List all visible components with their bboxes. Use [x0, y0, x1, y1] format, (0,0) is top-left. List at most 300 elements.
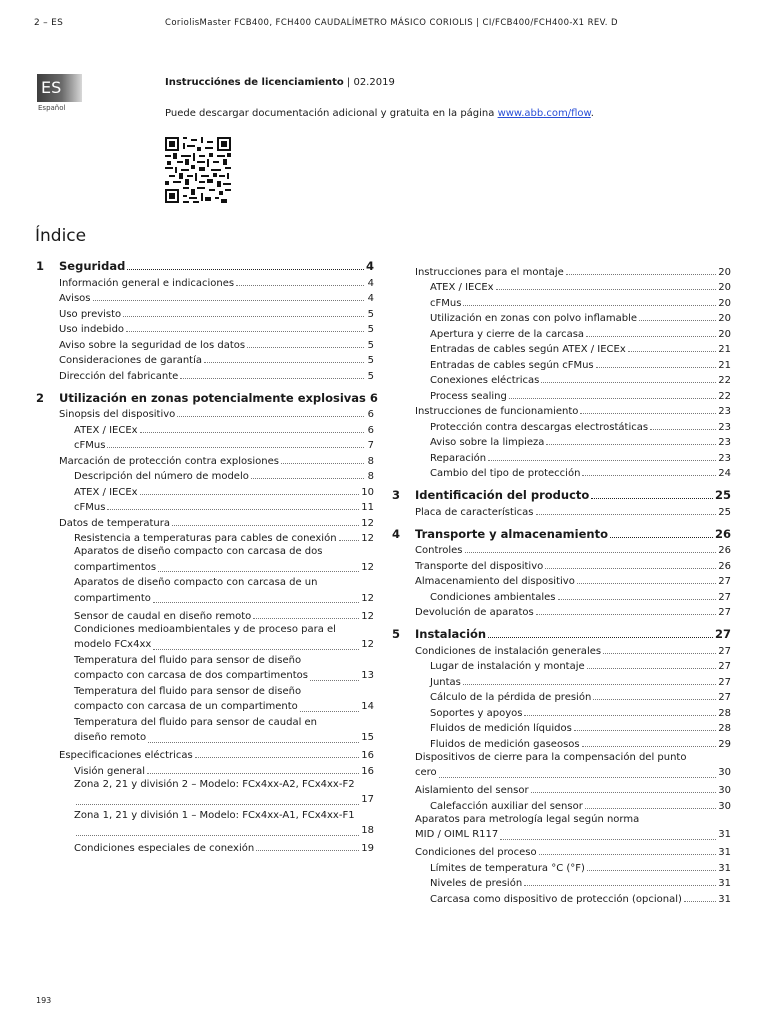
- toc-section-entry[interactable]: [392, 485, 731, 502]
- toc-entry[interactable]: [392, 750, 731, 781]
- toc-page-number: 16: [361, 750, 374, 761]
- toc-page-number: 16: [361, 765, 374, 777]
- toc-entry[interactable]: [36, 684, 374, 715]
- toc-page-number: 5: [367, 339, 374, 351]
- toc-entry[interactable]: [392, 843, 731, 859]
- toc-left-column: [36, 256, 378, 854]
- toc-entry[interactable]: [392, 278, 731, 294]
- toc-leader-dots: [236, 285, 364, 286]
- toc-entry[interactable]: [392, 502, 731, 518]
- toc-entry-label: Sensor de caudal en diseño remoto: [74, 610, 252, 622]
- toc-leader-dots: [524, 885, 716, 886]
- toc-entry-label: Utilización en zonas con polvo inflamable: [430, 313, 638, 324]
- toc-section-number: 1: [36, 259, 45, 273]
- toc-right-column: [392, 262, 731, 905]
- toc-entry-label: Devolución de aparatos: [415, 607, 534, 618]
- toc-leader-dots: [488, 637, 713, 638]
- toc-entry[interactable]: [392, 641, 731, 657]
- toc-page-number: 11: [361, 502, 374, 513]
- toc-entry-label: Controles: [415, 545, 463, 556]
- toc-leader-dots: [147, 773, 359, 774]
- toc-entry[interactable]: [392, 734, 731, 750]
- toc-entry-label: cFMus: [74, 502, 106, 513]
- toc-entry[interactable]: [36, 467, 374, 483]
- toc-entry[interactable]: [392, 541, 731, 557]
- toc-entry-label: cFMus: [74, 440, 106, 451]
- toc-entry[interactable]: [392, 324, 731, 340]
- toc-entry-label: Consideraciones de garantía: [59, 355, 202, 366]
- toc-page-number: 26: [714, 526, 731, 541]
- toc-page-number: 30: [718, 785, 731, 796]
- toc-entry[interactable]: [36, 777, 374, 808]
- toc-entry-label: Process sealing: [430, 390, 507, 402]
- toc-section-label: [36, 391, 366, 405]
- toc-leader-dots: [586, 336, 716, 337]
- toc-entry[interactable]: [392, 464, 731, 480]
- toc-entry[interactable]: [392, 796, 731, 812]
- toc-leader-dots: [587, 668, 717, 669]
- toc-leader-dots: [524, 715, 716, 716]
- toc-page-number: 20: [718, 313, 731, 324]
- toc-leader-dots: [587, 870, 716, 871]
- toc-section-entry[interactable]: [392, 624, 731, 641]
- toc-leader-dots: [93, 300, 365, 301]
- language-badge: ES: [37, 74, 82, 102]
- toc-leader-dots: [253, 618, 359, 619]
- toc-leader-dots: [582, 475, 716, 476]
- toc-entry-label-cont: diseño remoto: [74, 732, 147, 743]
- toc-page-number: 6: [369, 390, 378, 405]
- toc-section-title: Utilización en zonas potencialmente explosivas: [59, 390, 366, 405]
- toc-leader-dots: [531, 792, 717, 793]
- toc-entry[interactable]: [36, 436, 374, 452]
- toc-entry[interactable]: [36, 273, 374, 289]
- toc-entry-label-cont: cero: [415, 767, 437, 778]
- toc-entry-label: Sinopsis del dispositivo: [59, 409, 176, 420]
- toc-page-number: 5: [367, 308, 374, 320]
- toc-leader-dots: [545, 568, 716, 569]
- toc-entry[interactable]: [36, 320, 374, 336]
- toc-leader-dots: [107, 509, 359, 510]
- toc-page-number: 23: [718, 437, 731, 448]
- toc-leader-dots: [628, 351, 716, 352]
- toc-entry[interactable]: [392, 417, 731, 433]
- toc-entry-label-line: Temperatura del fluido para sensor de caudal en: [74, 716, 318, 728]
- toc-entry[interactable]: [36, 289, 374, 305]
- toc-section-label: [392, 527, 608, 541]
- toc-leader-dots: [148, 742, 359, 743]
- toc-entry[interactable]: [392, 402, 731, 418]
- toc-page-number: 30: [718, 800, 731, 812]
- toc-entry-last-line: [74, 591, 374, 607]
- toc-page-number: 12: [361, 610, 374, 622]
- toc-section-number: 2: [36, 390, 45, 405]
- toc-page-number: 8: [367, 455, 374, 467]
- toc-entry-label-line: Temperatura del fluido para sensor de diseño: [74, 654, 302, 666]
- toc-entry[interactable]: [392, 386, 731, 402]
- toc-entry[interactable]: [36, 606, 374, 622]
- toc-entry-label: Marcación de protección contra explosiones: [59, 455, 279, 467]
- toc-page-number: 22: [718, 390, 731, 402]
- toc-entry-label: Calefacción auxiliar del sensor: [430, 800, 583, 812]
- toc-entry-label: Placa de características: [415, 506, 534, 518]
- toc-section-label: [36, 259, 125, 273]
- toc-entry[interactable]: [392, 858, 731, 874]
- toc-entry[interactable]: [36, 529, 374, 545]
- toc-leader-dots: [585, 808, 716, 809]
- toc-entry-label: Transporte del dispositivo: [415, 560, 544, 572]
- toc-section-label: [392, 488, 589, 502]
- toc-page-number: 31: [718, 829, 731, 840]
- toc-section-number: 3: [392, 488, 401, 502]
- toc-entry-label-line: Temperatura del fluido para sensor de diseño: [74, 685, 302, 697]
- toc-entry-last-line: [74, 792, 374, 808]
- toc-entry-label: Aviso sobre la limpieza: [430, 437, 545, 448]
- toc-entry-label: Condiciones especiales de conexión: [74, 843, 255, 854]
- qr-code-icon: [165, 137, 231, 203]
- toc-entry-label: Cálculo de la pérdida de presión: [430, 692, 592, 703]
- toc-entry-label: Apertura y cierre de la carcasa: [430, 328, 585, 340]
- toc-page-number: 20: [718, 266, 731, 278]
- toc-leader-dots: [76, 804, 359, 805]
- toc-leader-dots: [536, 514, 717, 515]
- toc-page-number: 31: [718, 847, 731, 858]
- toc-entry-last-line: [74, 699, 374, 715]
- toc-page-number: 20: [718, 297, 731, 309]
- toc-page-number: 31: [718, 878, 731, 889]
- footer-page-number: 193: [36, 996, 52, 1005]
- toc-page-number: 27: [718, 692, 731, 703]
- toc-entry-label: ATEX / IECEx: [74, 424, 138, 436]
- toc-entry[interactable]: [392, 433, 731, 449]
- toc-section-entry[interactable]: [36, 388, 378, 405]
- toc-entry-label: Lugar de instalación y montaje: [430, 661, 585, 672]
- toc-page-number: 6: [367, 424, 374, 436]
- toc-entry-label-line: Zona 1, 21 y división 1 – Modelo: FCx4xx-A1, FCx4xx-F1: [74, 809, 355, 821]
- toc-page-number: 27: [718, 591, 731, 603]
- toc-leader-dots: [140, 432, 364, 433]
- toc-entry-label: Datos de temperatura: [59, 517, 170, 529]
- toc-entry[interactable]: [36, 304, 374, 320]
- toc-leader-dots: [107, 447, 364, 448]
- toc-page-number: 27: [718, 645, 731, 657]
- toc-section-entry[interactable]: [392, 524, 731, 541]
- toc-entry-label-cont: compartimento: [74, 592, 151, 604]
- toc-entry-label-cont: compartimentos: [74, 561, 157, 573]
- toc-leader-dots: [439, 777, 717, 778]
- license-title: Instrucciónes de licenciamiento: [165, 77, 344, 88]
- download-end: .: [590, 108, 594, 119]
- toc-entry[interactable]: [392, 262, 731, 278]
- toc-leader-dots: [153, 602, 359, 603]
- toc-leader-dots: [603, 653, 716, 654]
- toc-section-number: 5: [392, 627, 401, 641]
- toc-entry[interactable]: [36, 351, 374, 367]
- toc-entry-label: Instrucciones de funcionamiento: [415, 406, 579, 417]
- toc-leader-dots: [153, 649, 359, 650]
- toc-leader-dots: [639, 320, 716, 321]
- toc-entry[interactable]: [36, 622, 374, 653]
- toc-entry-label-line: Aparatos de diseño compacto con carcasa de dos: [74, 546, 323, 557]
- toc-page-number: 22: [718, 375, 731, 386]
- toc-entry-label: Fluidos de medición líquidos: [430, 723, 572, 734]
- toc-entry[interactable]: [36, 575, 374, 606]
- toc-leader-dots: [463, 684, 716, 685]
- toc-page-number: 23: [718, 452, 731, 464]
- toc-leader-dots: [465, 552, 717, 553]
- toc-leader-dots: [140, 494, 360, 495]
- toc-leader-dots: [310, 680, 359, 681]
- toc-entry[interactable]: [36, 498, 374, 514]
- download-link[interactable]: www.abb.com/flow: [497, 108, 591, 119]
- toc-page-number: 18: [361, 825, 374, 836]
- toc-page-number: 15: [361, 732, 374, 743]
- toc-entry-label: Reparación: [430, 452, 487, 464]
- toc-page-number: 20: [718, 282, 731, 293]
- toc-entry-label: Entradas de cables según cFMus: [430, 359, 594, 371]
- toc-page-number: 4: [365, 259, 374, 273]
- toc-page-number: 29: [718, 738, 731, 750]
- toc-section-title: Instalación: [415, 627, 487, 641]
- download-note: [165, 108, 594, 119]
- toc-page-number: 27: [718, 576, 731, 587]
- toc-entry[interactable]: [392, 719, 731, 735]
- toc-entry-label-line: Condiciones medioambientales y de proceso para el: [74, 623, 336, 635]
- toc-entry-label-line: Aparatos para metrología legal según norma: [415, 813, 640, 825]
- toc-entry[interactable]: [392, 657, 731, 673]
- toc-entry[interactable]: [392, 812, 731, 843]
- toc-entry-label: Resistencia a temperaturas para cables de conexión: [74, 533, 337, 544]
- toc-entry-label: Información general e indicaciones: [59, 277, 235, 289]
- toc-entry[interactable]: [36, 544, 374, 575]
- toc-entry[interactable]: [392, 448, 731, 464]
- toc-entry[interactable]: [392, 874, 731, 890]
- toc-section-entry[interactable]: [36, 256, 374, 273]
- toc-leader-dots: [127, 269, 364, 270]
- toc-entry[interactable]: [392, 889, 731, 905]
- toc-leader-dots: [204, 362, 364, 363]
- toc-entry-label-cont: modelo FCx4xx: [74, 639, 152, 650]
- toc-entry[interactable]: [392, 340, 731, 356]
- toc-leader-dots: [76, 835, 359, 836]
- toc-entry-last-line: [415, 765, 731, 781]
- toc-page-number: 17: [361, 794, 374, 805]
- toc-page-number: 12: [361, 517, 374, 529]
- toc-entry[interactable]: [392, 556, 731, 572]
- toc-page-number: 4: [367, 293, 374, 304]
- toc-page-number: 12: [361, 592, 374, 604]
- toc-entry[interactable]: [36, 482, 374, 498]
- toc-page-number: 12: [361, 533, 374, 544]
- toc-leader-dots: [251, 478, 364, 479]
- toc-page-number: 26: [718, 560, 731, 572]
- toc-entry-label: Soportes y apoyos: [430, 707, 523, 719]
- toc-entry-label: cFMus: [430, 297, 462, 309]
- toc-section-label: [392, 627, 486, 641]
- toc-entry[interactable]: [36, 746, 374, 762]
- toc-page-number: 10: [361, 486, 374, 498]
- toc-entry-last-line: [415, 827, 731, 843]
- toc-page-number: 25: [714, 488, 731, 502]
- toc-entry[interactable]: [392, 572, 731, 588]
- toc-entry[interactable]: [392, 703, 731, 719]
- toc-leader-dots: [539, 854, 717, 855]
- toc-leader-dots: [177, 416, 364, 417]
- toc-page-number: 12: [361, 561, 374, 573]
- toc-entry[interactable]: [36, 451, 374, 467]
- toc-leader-dots: [596, 367, 717, 368]
- toc-entry-label: Entradas de cables según ATEX / IECEx: [430, 344, 626, 355]
- toc-page-number: 27: [718, 607, 731, 618]
- toc-leader-dots: [610, 537, 713, 538]
- toc-entry-label: Cambio del tipo de protección: [430, 468, 581, 479]
- toc-page-number: 28: [718, 723, 731, 734]
- index-heading: Índice: [35, 226, 87, 246]
- header-document-title: CoriolisMaster FCB400, FCH400 CAUDALÍMETRO MÁSICO CORIOLIS | CI/FCB400/FCH400-X1 REV. D: [165, 18, 618, 28]
- toc-leader-dots: [577, 583, 716, 584]
- toc-entry[interactable]: [36, 335, 374, 351]
- toc-page-number: 27: [718, 676, 731, 688]
- toc-entry[interactable]: [36, 761, 374, 777]
- toc-page-number: 19: [361, 843, 374, 854]
- toc-entry-label: Condiciones del proceso: [415, 847, 537, 858]
- toc-entry[interactable]: [392, 587, 731, 603]
- toc-leader-dots: [126, 331, 364, 332]
- toc-page-number: 6: [367, 409, 374, 420]
- toc-entry[interactable]: [36, 715, 374, 746]
- toc-entry-label: Uso indebido: [59, 324, 125, 335]
- toc-entry-label: Almacenamiento del dispositivo: [415, 576, 575, 587]
- toc-entry[interactable]: [392, 688, 731, 704]
- toc-page-number: 21: [718, 344, 731, 355]
- toc-leader-dots: [488, 460, 716, 461]
- toc-entry-last-line: [74, 637, 374, 653]
- toc-entry[interactable]: [36, 808, 374, 839]
- toc-leader-dots: [180, 378, 364, 379]
- toc-entry[interactable]: [36, 366, 374, 382]
- toc-entry[interactable]: [392, 672, 731, 688]
- toc-entry-last-line: [74, 730, 374, 746]
- toc-section-number: 4: [392, 526, 401, 541]
- toc-entry[interactable]: [36, 839, 374, 855]
- toc-leader-dots: [591, 498, 713, 499]
- toc-entry-label: Fluidos de medición gaseosos: [430, 738, 580, 750]
- toc-page-number: 23: [718, 406, 731, 417]
- toc-entry-label-cont: MID / OIML R117: [415, 829, 499, 840]
- toc-entry[interactable]: [36, 513, 374, 529]
- toc-entry-label: Descripción del número de modelo: [74, 471, 249, 482]
- toc-page-number: 28: [718, 707, 731, 719]
- toc-page-number: 27: [714, 627, 731, 641]
- toc-leader-dots: [195, 757, 360, 758]
- toc-entry-label-cont: compacto con carcasa de dos compartimentos: [74, 670, 308, 681]
- toc-page-number: 25: [718, 506, 731, 518]
- toc-page-number: 5: [367, 355, 374, 366]
- toc-leader-dots: [509, 398, 716, 399]
- toc-entry[interactable]: [36, 405, 374, 421]
- toc-entry-label: Visión general: [74, 765, 146, 777]
- toc-leader-dots: [300, 711, 359, 712]
- toc-entry-label: Juntas: [430, 676, 461, 688]
- toc-leader-dots: [256, 850, 359, 851]
- toc-page-number: 7: [367, 440, 374, 451]
- toc-section-title: Transporte y almacenamiento: [415, 526, 608, 541]
- toc-entry[interactable]: [36, 420, 374, 436]
- toc-entry[interactable]: [392, 781, 731, 797]
- toc-leader-dots: [339, 540, 360, 541]
- toc-entry-label: Niveles de presión: [430, 878, 523, 889]
- toc-section-title: Seguridad: [59, 259, 126, 273]
- toc-leader-dots: [574, 730, 716, 731]
- toc-page-number: 8: [367, 471, 374, 482]
- toc-entry-label: Aislamiento del sensor: [415, 785, 529, 796]
- toc-page-number: 27: [718, 661, 731, 672]
- toc-leader-dots: [541, 382, 716, 383]
- toc-page-number: 14: [361, 701, 374, 712]
- toc-entry-label-line: Dispositivos de cierre para la compensación del punto: [415, 751, 687, 763]
- toc-entry[interactable]: [392, 309, 731, 325]
- language-name: Español: [38, 104, 66, 112]
- toc-entry-last-line: [74, 668, 374, 684]
- toc-leader-dots: [172, 525, 359, 526]
- toc-page-number: 26: [718, 545, 731, 556]
- toc-entry-label: Especificaciones eléctricas: [59, 750, 193, 761]
- toc-page-number: 4: [367, 277, 374, 289]
- toc-leader-dots: [650, 429, 716, 430]
- toc-leader-dots: [536, 614, 717, 615]
- license-heading: [165, 77, 395, 88]
- toc-page-number: 31: [718, 893, 731, 905]
- toc-page-number: 5: [367, 370, 374, 382]
- toc-page-number: 13: [361, 670, 374, 681]
- toc-page-number: 20: [718, 328, 731, 340]
- toc-entry-label: Límites de temperatura °C (°F): [430, 862, 585, 874]
- toc-leader-dots: [580, 413, 716, 414]
- toc-leader-dots: [463, 305, 716, 306]
- toc-leader-dots: [123, 316, 364, 317]
- header-page-label: 2 – ES: [34, 18, 64, 28]
- toc-page-number: 5: [367, 324, 374, 335]
- toc-entry-last-line: [74, 823, 374, 839]
- toc-entry[interactable]: [392, 293, 731, 309]
- toc-entry-label: Uso previsto: [59, 308, 122, 320]
- toc-entry[interactable]: [392, 603, 731, 619]
- toc-entry[interactable]: [36, 653, 374, 684]
- toc-leader-dots: [558, 599, 717, 600]
- toc-entry-label: Protección contra descargas electrostáticas: [430, 421, 649, 433]
- download-text: Puede descargar documentación adicional y gratuita en la página: [165, 108, 498, 119]
- toc-entry[interactable]: [392, 355, 731, 371]
- toc-section-title: Identificación del producto: [415, 488, 590, 502]
- toc-page-number: 23: [718, 421, 731, 433]
- toc-page-number: 31: [718, 862, 731, 874]
- toc-entry-last-line: [74, 560, 374, 576]
- toc-leader-dots: [281, 463, 364, 464]
- toc-entry-label: Carcasa como dispositivo de protección (opcional): [430, 893, 682, 905]
- license-date: | 02.2019: [343, 77, 395, 88]
- toc-entry-label: Avisos: [59, 293, 91, 304]
- toc-entry-label: Dirección del fabricante: [59, 370, 179, 382]
- toc-entry-label-line: Zona 2, 21 y división 2 – Modelo: FCx4xx-A2, FCx4xx-F2: [74, 778, 355, 790]
- toc-entry-label-cont: compacto con carcasa de un compartimento: [74, 701, 298, 712]
- toc-leader-dots: [684, 901, 716, 902]
- toc-entry[interactable]: [392, 371, 731, 387]
- toc-page-number: 21: [718, 359, 731, 371]
- toc-leader-dots: [582, 746, 717, 747]
- toc-entry-label-line: Aparatos de diseño compacto con carcasa de un: [74, 577, 318, 588]
- toc-entry-label: ATEX / IECEx: [74, 486, 138, 498]
- toc-entry-label: Aviso sobre la seguridad de los datos: [59, 339, 246, 351]
